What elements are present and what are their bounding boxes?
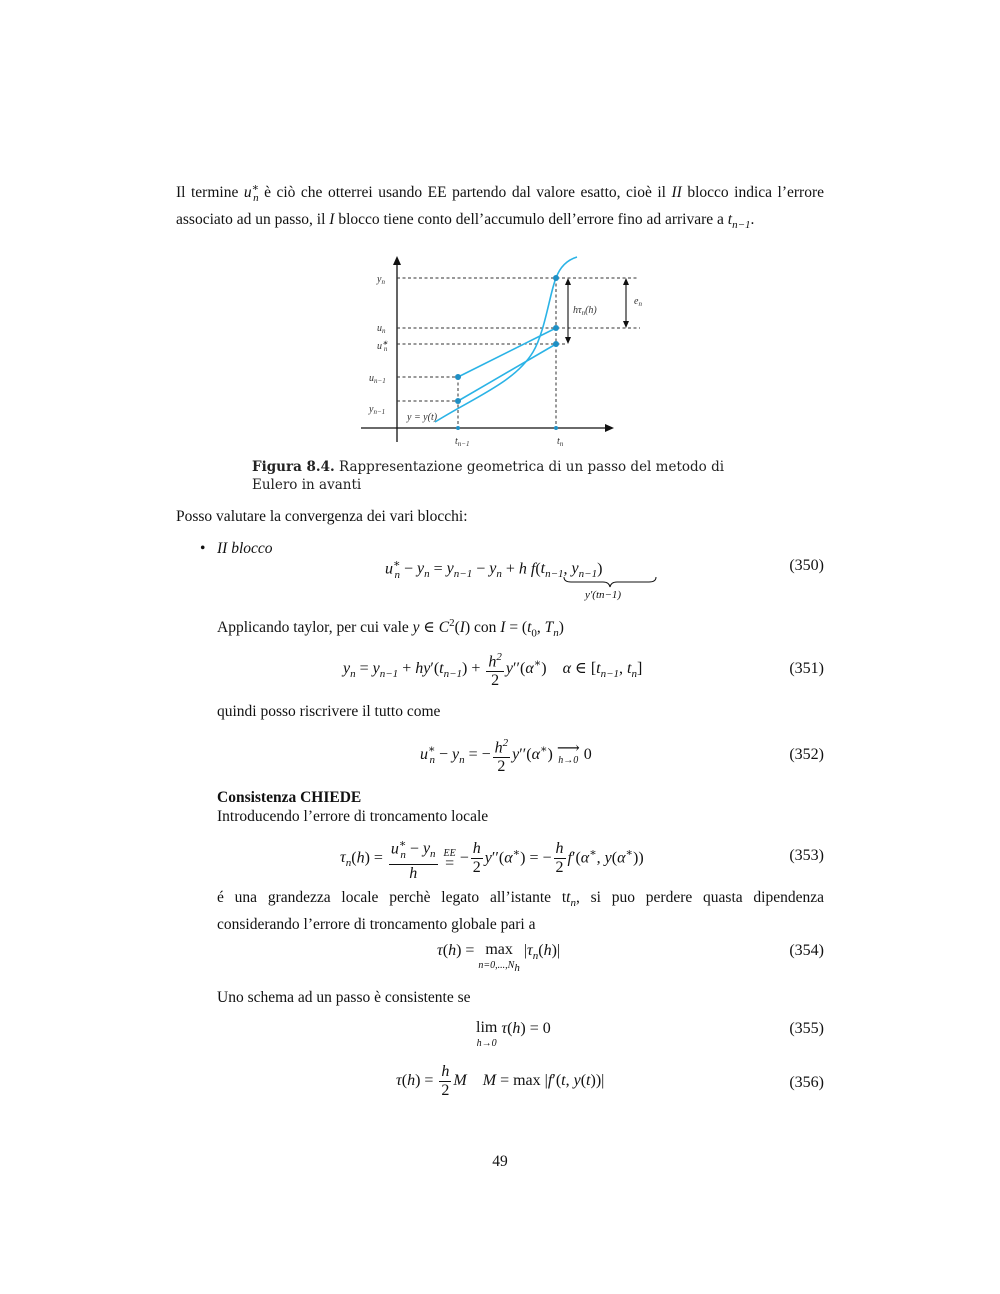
label-tn1: $t_{n-1}$ (455, 436, 470, 448)
equation-number-354: (354) (789, 942, 824, 959)
rewrite-text: quindi posso riscrivere il tutto come (217, 703, 441, 720)
equation-number-353: (353) (789, 847, 824, 864)
x-axis-arrow (605, 424, 614, 432)
equation-356: τ(h) = $\frac{h}{2}$ M M = max |f′(t, y(t))| (396, 1063, 605, 1099)
y-axis-arrow (393, 256, 401, 265)
intro-paragraph: Il termine $u^∗_n$ è ciò che otterrei usando EE partendo dal valore esatto, cioè il II blocco indica l’errore associato ad un passo, il I blocco tiene conto dell’accumulo dell’errore fino ad arrivare a $t_{n-1}$. (176, 182, 825, 232)
local-text: é una grandezza locale perchè legato all’istante $tt_n$, si puo perdere quasta dipendenza considerando l’errore di troncamento globale pari a (217, 889, 824, 934)
label-curve: y = y(t) (407, 412, 438, 423)
underbrace-label: y′(tn−1) (585, 589, 622, 601)
point-un-star (553, 341, 559, 347)
underbrace (563, 576, 658, 588)
label-en: $e_n$ (634, 296, 642, 308)
equation-number-355: (355) (789, 1020, 824, 1037)
equation-number-351: (351) (789, 660, 824, 677)
convergence-intro: Posso valutare la convergenza dei vari blocchi: (176, 508, 468, 525)
scheme-text: Uno schema ad un passo è consistente se (217, 989, 471, 1006)
consistency-heading: Consistenza CHIEDE (217, 789, 362, 806)
bullet-label: II blocco (217, 540, 273, 557)
euler-step-figure (355, 252, 642, 452)
page-number: 49 (492, 1153, 508, 1170)
label-yn: $y_n$ (377, 274, 385, 286)
taylor-text: Applicando taylor, per cui vale y ∈ $C^2(I)$ con $I = (t_0$, $T_n$) (217, 617, 564, 640)
equation-number-356: (356) (789, 1074, 824, 1091)
label-un-star: u∗ n (377, 339, 388, 353)
equation-351: $y_n = y_{n-1} + hy'(t_{n-1})$ + $\frac{h^2}{2}$ y′′(α∗) α ∈ [$t_{n-1}$, $t_n$] (343, 648, 642, 690)
label-un1: $u_{n-1}$ (369, 373, 386, 385)
tick-tn1 (456, 426, 460, 430)
caption-text: Rappresentazione geometrica di un passo del metodo di Eulero in avanti (252, 459, 725, 493)
point-un (553, 325, 559, 331)
equation-number-352: (352) (789, 746, 824, 763)
consistency-intro: Introducendo l’errore di troncamento locale (217, 808, 489, 825)
label-yn1: $y_{n-1}$ (369, 404, 386, 416)
label-un: $u_n$ (377, 323, 386, 335)
equation-number-350: (350) (789, 557, 824, 574)
figure-caption (252, 458, 772, 494)
label-h-tau: $h\tau_n(h)$ (573, 305, 597, 317)
bullet-dot: • (200, 540, 206, 557)
point-yn (553, 275, 559, 281)
equation-352: $u^∗_n - y_n$ = − $\frac{h^2}{2}$ y′′(α∗) ⟶ h→0 0 (420, 734, 592, 776)
equation-353: $\tau_n(h)$ = $\frac{u^∗_n - y_n}{h}$ EE = − $\frac{h}{2}$ y′′(α∗) = − $\frac{h}{2}$ f′(α∗, y(α∗)) (340, 835, 644, 883)
point-yn1 (455, 398, 461, 404)
equation-355: lim h→0 τ(h) = 0 (476, 1019, 551, 1049)
equation-354: τ(h) = max $n=0,...,N_h$ $|\tau_n(h)|$ (437, 941, 561, 974)
tick-tn (554, 426, 558, 430)
point-un1 (455, 374, 461, 380)
caption-label: Figura 8.4. (252, 459, 335, 475)
ee-label: EE (443, 847, 456, 859)
label-tn: $t_n$ (557, 436, 564, 448)
equation-350: $u^∗_n - y_n = y_{n-1} - y_n + h$ $f(t_{n-1}$, $y_{n-1}$) (385, 558, 603, 581)
